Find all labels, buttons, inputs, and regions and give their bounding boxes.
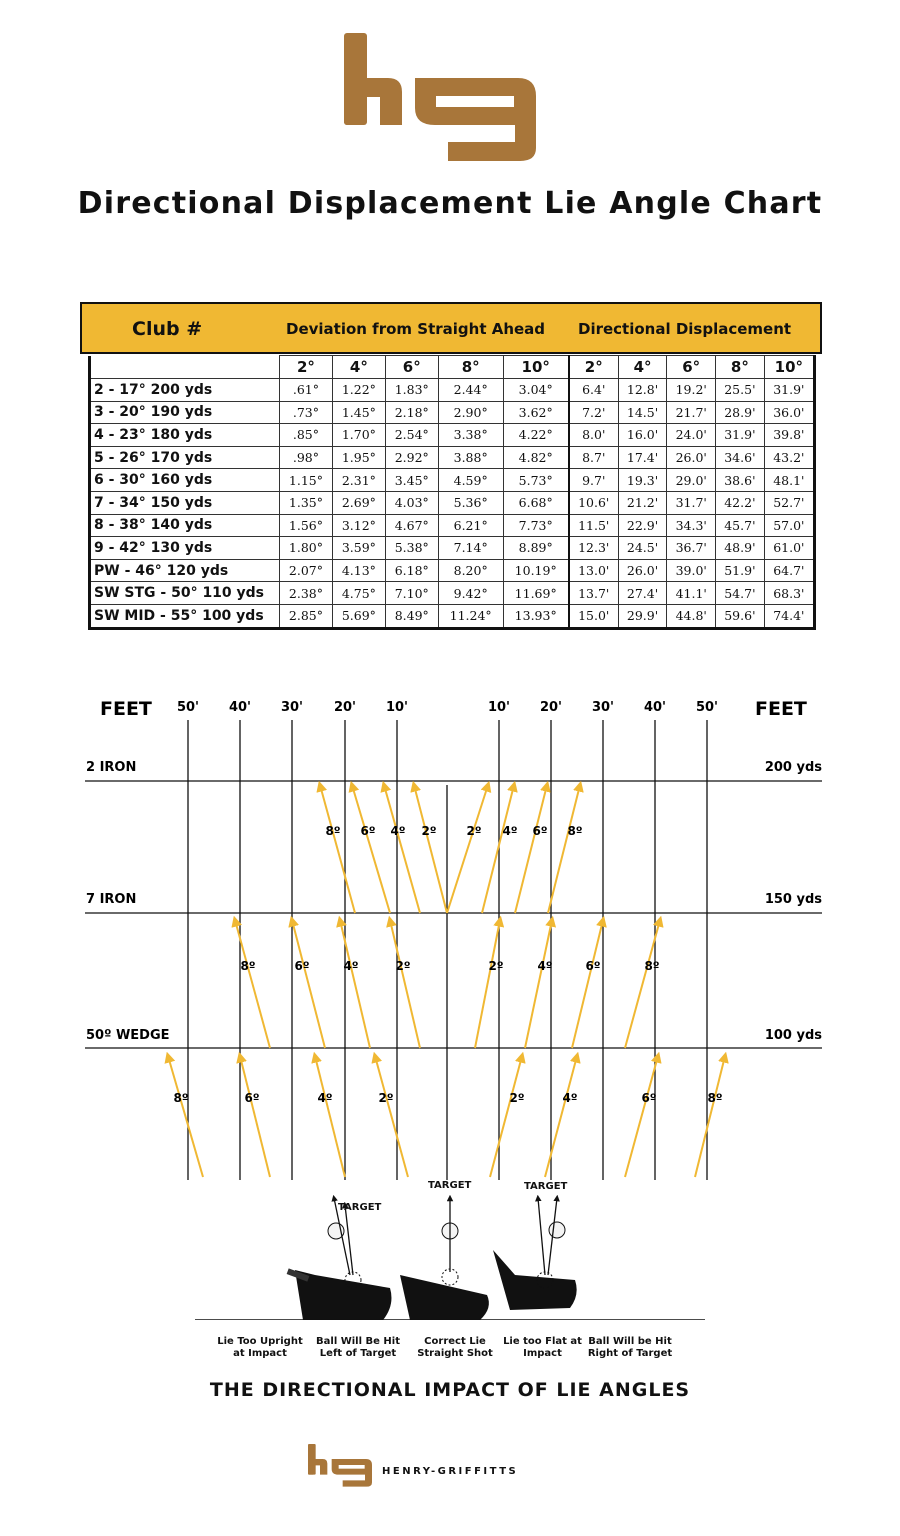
row-label-club: 7 IRON [86, 892, 137, 907]
row-label-club: 50º WEDGE [86, 1028, 170, 1043]
deviation-cell: 2.85° [280, 604, 333, 628]
deviation-cell: 11.24° [438, 604, 503, 628]
deviation-cell: 3.59° [332, 537, 385, 560]
deviation-cell: 2.69° [332, 491, 385, 514]
deviation-cell: .61° [280, 379, 333, 402]
table-row [90, 514, 815, 537]
deviation-cell: 6.68° [503, 491, 569, 514]
club-cell: 3 - 20° 190 yds [90, 401, 280, 424]
angle-label: 6º [585, 959, 601, 973]
displacement-cell: 31.9' [716, 424, 765, 447]
target-label-right: TARGET [524, 1181, 568, 1192]
displacement-cell: 22.9' [618, 514, 667, 537]
angle-label: 6º [294, 959, 310, 973]
deviation-arrow [490, 1056, 525, 1177]
angle-label: 2º [378, 1091, 394, 1105]
deviation-cell: 4.13° [332, 559, 385, 582]
degree-header: 10° [764, 356, 814, 379]
deviation-cell: 7.14° [438, 537, 503, 560]
displacement-cell: 11.5' [569, 514, 618, 537]
deviation-cell: 3.88° [438, 446, 503, 469]
deviation-cell: 1.22° [332, 379, 385, 402]
angle-label: 8º [707, 1091, 723, 1105]
displacement-cell: 29.9' [618, 604, 667, 628]
displacement-cell: 15.0' [569, 604, 618, 628]
displacement-cell: 8.7' [569, 446, 618, 469]
deviation-cell: .73° [280, 401, 333, 424]
correct-club [400, 1198, 489, 1320]
feet-tick-label: 30' [591, 700, 615, 715]
degree-header: 4° [618, 356, 667, 379]
caption-flat: Lie too Flat at Impact [503, 1336, 582, 1359]
degree-header: 2° [569, 356, 618, 379]
deviation-arrow [414, 785, 447, 913]
caption-upright: Lie Too Upright at Impact [217, 1336, 303, 1359]
footer-brand: HENRY-GRIFFITTS [382, 1466, 519, 1477]
deviation-cell: 1.45° [332, 401, 385, 424]
displacement-cell: 19.3' [618, 469, 667, 492]
deviation-arrow [548, 785, 583, 913]
deviation-cell: 3.62° [503, 401, 569, 424]
displacement-cell: 9.7' [569, 469, 618, 492]
displacement-cell: 51.9' [716, 559, 765, 582]
table-row [90, 582, 815, 605]
deviation-arrow [695, 1056, 725, 1177]
displacement-cell: 28.9' [716, 401, 765, 424]
deviation-cell: .98° [280, 446, 333, 469]
displacement-cell: 21.7' [667, 401, 716, 424]
angle-label: 4º [562, 1091, 578, 1105]
target-label-center: TARGET [428, 1180, 472, 1191]
deviation-header: Deviation from Straight Ahead [286, 320, 546, 338]
deviation-arrow [352, 785, 390, 913]
deviation-cell: 1.56° [280, 514, 333, 537]
displacement-cell: 16.0' [618, 424, 667, 447]
deviation-arrow [390, 920, 420, 1048]
displacement-cell: 26.0' [618, 559, 667, 582]
degree-header: 8° [716, 356, 765, 379]
deviation-cell: 3.12° [332, 514, 385, 537]
deviation-cell: 4.03° [385, 491, 438, 514]
angle-label: 8º [325, 824, 341, 838]
deviation-cell: 2.18° [385, 401, 438, 424]
angle-label: 6º [360, 824, 376, 838]
deviation-cell: 4.22° [503, 424, 569, 447]
deviation-arrow [315, 1056, 345, 1177]
table-row [90, 401, 815, 424]
displacement-cell: 52.7' [764, 491, 814, 514]
feet-tick-label: 50' [176, 700, 200, 715]
deviation-arrow [525, 920, 552, 1048]
club-cell: 6 - 30° 160 yds [90, 469, 280, 492]
club-cell: SW STG - 50° 110 yds [90, 582, 280, 605]
table-row [90, 379, 815, 402]
deviation-cell: 6.21° [438, 514, 503, 537]
deviation-cell: 3.38° [438, 424, 503, 447]
displacement-cell: 19.2' [667, 379, 716, 402]
deviation-arrow [625, 1056, 658, 1177]
deviation-cell: 6.18° [385, 559, 438, 582]
angle-label: 4º [390, 824, 406, 838]
displacement-cell: 14.5' [618, 401, 667, 424]
deviation-cell: 7.10° [385, 582, 438, 605]
displacement-cell: 8.0' [569, 424, 618, 447]
displacement-cell: 13.0' [569, 559, 618, 582]
angle-label: 2º [509, 1091, 525, 1105]
degree-header: 6° [385, 356, 438, 379]
deviation-arrow [375, 1056, 408, 1177]
displacement-cell: 44.8' [667, 604, 716, 628]
caption-correct: Correct Lie Straight Shot [417, 1336, 493, 1359]
deviation-cell: 4.59° [438, 469, 503, 492]
deviation-cell: 1.15° [280, 469, 333, 492]
displacement-cell: 17.4' [618, 446, 667, 469]
table-row [90, 446, 815, 469]
displacement-cell: 45.7' [716, 514, 765, 537]
displacement-cell: 34.6' [716, 446, 765, 469]
deviation-cell: 4.75° [332, 582, 385, 605]
degree-header-row [90, 356, 815, 379]
club-column-header: Club # [132, 318, 203, 340]
table-row [90, 604, 815, 628]
deviation-cell: .85° [280, 424, 333, 447]
table-row [90, 559, 815, 582]
footer-logo [305, 1443, 375, 1488]
deviation-arrow [545, 1056, 577, 1177]
angle-label: 2º [488, 959, 504, 973]
deviation-cell: 5.69° [332, 604, 385, 628]
deviation-cell: 4.82° [503, 446, 569, 469]
displacement-cell: 39.0' [667, 559, 716, 582]
angle-label: 8º [240, 959, 256, 973]
impact-subtitle: THE DIRECTIONAL IMPACT OF LIE ANGLES [209, 1379, 691, 1401]
displacement-cell: 39.8' [764, 424, 814, 447]
deviation-cell: 11.69° [503, 582, 569, 605]
lie-angle-table [88, 355, 816, 630]
feet-tick-label: 20' [333, 700, 357, 715]
deviation-cell: 8.49° [385, 604, 438, 628]
angle-label: 2º [395, 959, 411, 973]
club-cell: 5 - 26° 170 yds [90, 446, 280, 469]
deviation-arrow [515, 785, 547, 913]
displacement-cell: 6.4' [569, 379, 618, 402]
deviation-cell: 2.54° [385, 424, 438, 447]
displacement-cell: 31.7' [667, 491, 716, 514]
deviation-arrow [447, 785, 488, 913]
feet-tick-label: 10' [385, 700, 409, 715]
deviation-cell: 10.19° [503, 559, 569, 582]
displacement-cell: 74.4' [764, 604, 814, 628]
table-header-bar [80, 302, 822, 354]
deviation-cell: 1.95° [332, 446, 385, 469]
club-cell: 8 - 38° 140 yds [90, 514, 280, 537]
feet-label-right: FEET [755, 698, 807, 720]
club-cell: 4 - 23° 180 yds [90, 424, 280, 447]
deviation-cell: 13.93° [503, 604, 569, 628]
caption-right: Ball Will be Hit Right of Target [587, 1336, 673, 1359]
deviation-cell: 1.70° [332, 424, 385, 447]
table-row [90, 537, 815, 560]
displacement-cell: 61.0' [764, 537, 814, 560]
deviation-cell: 7.73° [503, 514, 569, 537]
displacement-header: Directional Displacement [578, 320, 792, 338]
displacement-cell: 13.7' [569, 582, 618, 605]
displacement-diagram [0, 680, 900, 1200]
angle-label: 2º [466, 824, 482, 838]
angle-label: 6º [244, 1091, 260, 1105]
club-cell: PW - 46° 120 yds [90, 559, 280, 582]
deviation-cell: 9.42° [438, 582, 503, 605]
club-cell: 9 - 42° 130 yds [90, 537, 280, 560]
degree-header: 4° [332, 356, 385, 379]
upright-club [287, 1198, 392, 1320]
displacement-cell: 59.6' [716, 604, 765, 628]
displacement-cell: 27.4' [618, 582, 667, 605]
degree-header: 2° [280, 356, 333, 379]
feet-tick-label: 40' [643, 700, 667, 715]
displacement-cell: 12.3' [569, 537, 618, 560]
deviation-arrow [482, 785, 514, 913]
deviation-cell: 2.07° [280, 559, 333, 582]
angle-label: 6º [532, 824, 548, 838]
displacement-cell: 12.8' [618, 379, 667, 402]
displacement-cell: 24.5' [618, 537, 667, 560]
angle-label: 4º [537, 959, 553, 973]
displacement-cell: 42.2' [716, 491, 765, 514]
displacement-cell: 41.1' [667, 582, 716, 605]
displacement-cell: 64.7' [764, 559, 814, 582]
row-label-yards: 100 yds [764, 1028, 822, 1043]
angle-label: 8º [567, 824, 583, 838]
deviation-cell: 8.20° [438, 559, 503, 582]
henry-griffitts-logo [340, 30, 540, 165]
club-impact-illustration [195, 1180, 705, 1320]
deviation-cell: 2.38° [280, 582, 333, 605]
feet-tick-label: 30' [280, 700, 304, 715]
displacement-cell: 26.0' [667, 446, 716, 469]
deviation-arrow [384, 785, 420, 913]
displacement-cell: 48.1' [764, 469, 814, 492]
degree-header: 10° [503, 356, 569, 379]
displacement-cell: 38.6' [716, 469, 765, 492]
displacement-cell: 31.9' [764, 379, 814, 402]
deviation-cell: 4.67° [385, 514, 438, 537]
deviation-cell: 8.89° [503, 537, 569, 560]
feet-tick-label: 20' [539, 700, 563, 715]
degree-header-blank [90, 356, 280, 379]
feet-tick-label: 10' [487, 700, 511, 715]
deviation-cell: 2.90° [438, 401, 503, 424]
displacement-cell: 29.0' [667, 469, 716, 492]
deviation-cell: 2.92° [385, 446, 438, 469]
deviation-cell: 5.36° [438, 491, 503, 514]
row-label-yards: 200 yds [764, 760, 822, 775]
deviation-cell: 3.45° [385, 469, 438, 492]
deviation-arrow [168, 1056, 203, 1177]
deviation-cell: 1.83° [385, 379, 438, 402]
angle-label: 2º [421, 824, 437, 838]
feet-label-left: FEET [100, 698, 152, 720]
displacement-cell: 21.2' [618, 491, 667, 514]
deviation-arrow [572, 920, 603, 1048]
degree-header: 6° [667, 356, 716, 379]
angle-label: 4º [343, 959, 359, 973]
row-label-yards: 150 yds [764, 892, 822, 907]
displacement-cell: 10.6' [569, 491, 618, 514]
displacement-cell: 24.0' [667, 424, 716, 447]
club-cell: SW MID - 55° 100 yds [90, 604, 280, 628]
feet-tick-label: 40' [228, 700, 252, 715]
deviation-cell: 5.38° [385, 537, 438, 560]
page-title: Directional Displacement Lie Angle Chart [77, 186, 823, 221]
angle-label: 4º [317, 1091, 333, 1105]
deviation-cell: 1.80° [280, 537, 333, 560]
displacement-cell: 68.3' [764, 582, 814, 605]
table-row [90, 469, 815, 492]
row-label-club: 2 IRON [86, 760, 137, 775]
deviation-cell: 1.35° [280, 491, 333, 514]
deviation-arrow [475, 920, 500, 1048]
deviation-arrow [292, 920, 325, 1048]
displacement-cell: 7.2' [569, 401, 618, 424]
displacement-cell: 34.3' [667, 514, 716, 537]
deviation-arrow [320, 785, 355, 913]
deviation-arrow [240, 1056, 270, 1177]
target-label-left: TARGET [338, 1202, 382, 1213]
flat-club [493, 1198, 577, 1310]
club-cell: 7 - 34° 150 yds [90, 491, 280, 514]
displacement-cell: 57.0' [764, 514, 814, 537]
caption-left: Ball Will Be Hit Left of Target [316, 1336, 400, 1359]
deviation-cell: 3.04° [503, 379, 569, 402]
displacement-cell: 48.9' [716, 537, 765, 560]
angle-label: 8º [173, 1091, 189, 1105]
angle-label: 6º [641, 1091, 657, 1105]
angle-label: 4º [502, 824, 518, 838]
club-cell: 2 - 17° 200 yds [90, 379, 280, 402]
degree-header: 8° [438, 356, 503, 379]
deviation-cell: 2.44° [438, 379, 503, 402]
displacement-cell: 36.7' [667, 537, 716, 560]
displacement-cell: 43.2' [764, 446, 814, 469]
deviation-cell: 2.31° [332, 469, 385, 492]
feet-tick-label: 50' [695, 700, 719, 715]
angle-label: 8º [644, 959, 660, 973]
displacement-cell: 25.5' [716, 379, 765, 402]
table-row [90, 424, 815, 447]
deviation-cell: 5.73° [503, 469, 569, 492]
table-row [90, 491, 815, 514]
displacement-cell: 36.0' [764, 401, 814, 424]
displacement-cell: 54.7' [716, 582, 765, 605]
